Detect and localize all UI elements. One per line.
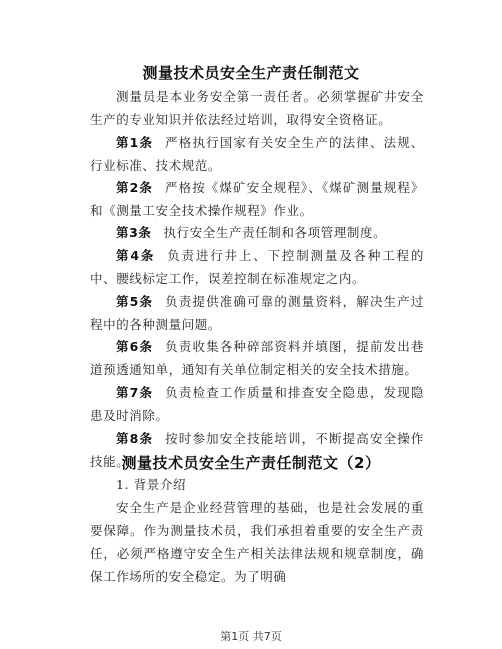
article-label: 第2条 [116,180,153,195]
article-label: 第5条 [116,294,154,309]
article-6 [90,335,424,381]
article-4 [90,244,424,290]
article-text: 负责检查工作质量和排查安全隐患，发现隐患及时消除。 [90,385,424,423]
article-text: 执行安全生产责任制和各项管理制度。 [163,225,387,240]
article-text: 负责收集各种碎部资料并填图，提前发出巷道预透通知单，通知有关单位制定相关的安全技术措施。 [90,339,424,377]
article-5 [90,290,424,336]
document-title: 测量技术员安全生产责任制范文 [142,64,360,82]
article-text: 负责提供准确可靠的测量资料，解决生产过程中的各种测量问题。 [90,294,424,332]
article-label: 第6条 [116,339,154,354]
article-label: 第7条 [116,385,154,400]
article-text: 严格执行国家有关安全生产的法律、法规、行业标准、技术规范。 [90,135,424,173]
article-label: 第8条 [116,431,154,446]
article-label: 第1条 [116,135,154,150]
article-7 [90,381,424,427]
article-text: 严格按《煤矿安全规程》、《煤矿测量规程》和《测量工安全技术操作规程》作业。 [90,180,424,218]
intro-paragraph: 测量员是本业务安全第一责任者。必须掌握矿井安全生产的专业知识并依法经过培训，取得安全资格证。 [90,89,424,127]
section-heading: 1. 背景介绍 [116,477,187,492]
article-label: 第4条 [116,248,156,263]
article-text: 负责进行井上、下控制测量及各种工程的中、腰线标定工作，误差控制在标准规定之内。 [90,248,424,286]
article-2 [90,176,424,222]
article-text: 按时参加安全技能培训，不断提高安全操作技能。 [90,431,424,469]
document-title-2: 测量技术员安全生产责任制范文（2） [121,454,381,472]
background-paragraph: 安全生产是企业经营管理的基础，也是社会发展的重要保障。作为测量技术员，我们承担着重要的安全生产责任，必须严格遵守安全生产相关法律法规和规章制度，确保工作场所的安全稳定。为了明确 [90,500,424,584]
article-label: 第3条 [116,225,152,240]
page-footer: 第1页 共7页 [220,630,282,643]
article-1 [90,131,424,177]
article-3 [90,221,424,244]
